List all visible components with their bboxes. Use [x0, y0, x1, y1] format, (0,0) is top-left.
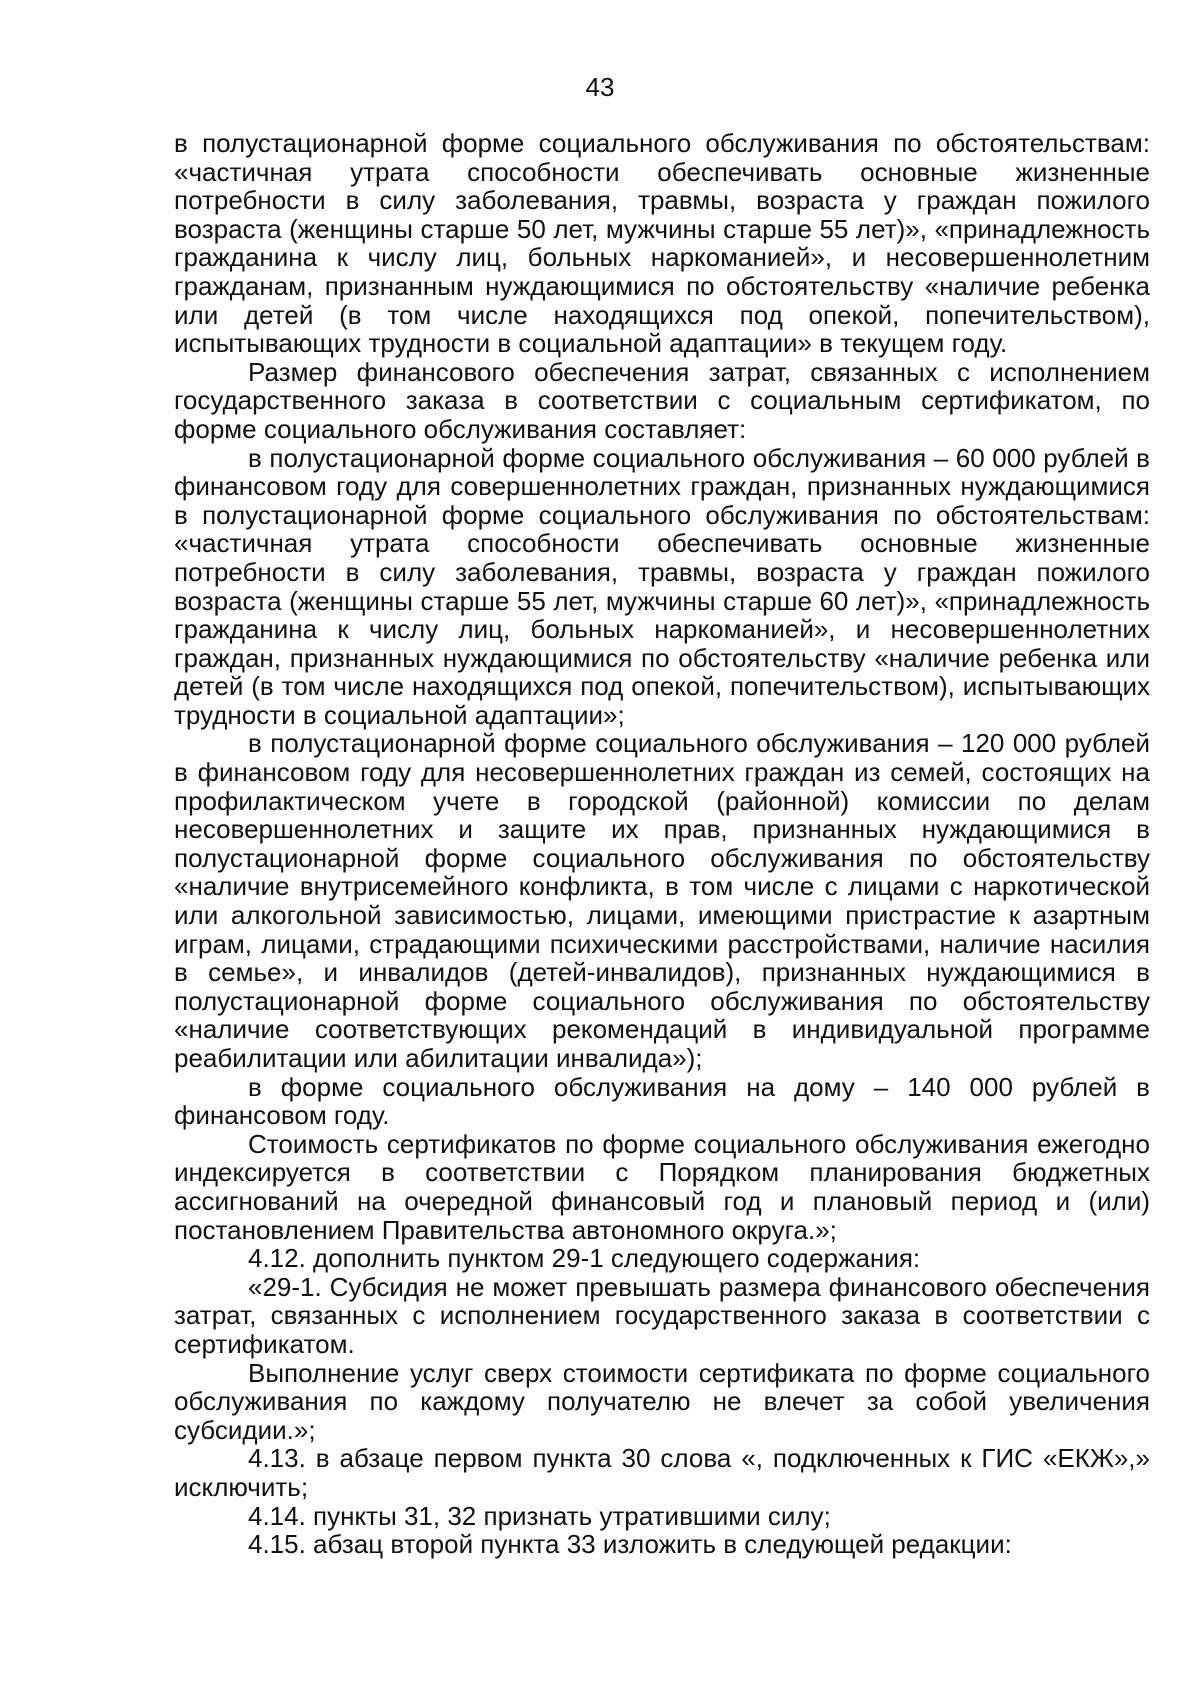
paragraph-certificate-indexation: Стоимость сертификатов по форме социального обслуживания ежегодно индексируется в соответствии с Порядком планирования бюджетных ассигнований на очередной финансовый год и плановый период и (или) постановлением Правительства автономного округа.»;	[174, 1128, 1150, 1245]
page-number: 43	[585, 72, 615, 102]
paragraph-financing-size: Размер финансового обеспечения затрат, связанных с исполнением государственного заказа в соответствии с социальным сертификатом, по форме социального обслуживания составляет:	[174, 356, 1150, 444]
document-body	[174, 129, 1150, 1559]
paragraph-semi-stationary-60000: в полустационарной форме социального обслуживания – 60 000 рублей в финансовом году для совершеннолетних граждан, признанных нуждающимися в полустационарной форме социального обслуживания по обстоятельствам: «частичная утрата способности обеспечивать основные жизненные потребности в силу заболевания, травмы, возраста у граждан пожилого возраста (женщины старше 55 лет, мужчины старше 60 лет)», «принадлежность гражданина к числу лиц, больных наркоманией», и несовершеннолетних граждан, признанных нуждающимися по обстоятельству «наличие ребенка или детей (в том числе находящихся под опекой, попечительством), испытывающих трудности в социальной адаптации»;	[174, 442, 1150, 730]
paragraph-continuation: в полустационарной форме социального обслуживания по обстоятельствам: «частичная утрата способности обеспечивать основные жизненные потребности в силу заболевания, травмы, возраста у граждан пожилого возраста (женщины старше 50 лет, мужчины старше 55 лет)», «принадлежность гражданина к числу лиц, больных наркоманией», и несовершеннолетним гражданам, признанным нуждающимися по обстоятельству «наличие ребенка или детей (в том числе находящихся под опекой, попечительством), испытывающих трудности в социальной адаптации» в текущем году.	[174, 128, 1150, 359]
paragraph-semi-stationary-120000: в полустационарной форме социального обслуживания – 120 000 рублей в финансовом году для несовершеннолетних граждан из семей, состоящих на профилактическом учете в городской (районной) комиссии по делам несовершеннолетних и защите их прав, признанных нуждающимися в полустационарной форме социального обслуживания по обстоятельству «наличие внутрисемейного конфликта, в том числе с лицами с наркотической или алкогольной зависимостью, лицами, имеющими пристрастие к азартным играм, лицами, страдающими психическими расстройствами, наличие насилия в семье», и инвалидов (детей-инвалидов), признанных нуждающимися в полустационарной форме социального обслуживания по обстоятельству «наличие соответствующих рекомендаций в индивидуальной программе реабилитации или абилитации инвалида»);	[174, 728, 1150, 1073]
paragraph-item-4-13: 4.13. в абзаце первом пункта 30 слова «, подключенных к ГИС «ЕКЖ»,» исключить;	[174, 1443, 1150, 1502]
paragraph-home-service-140000: в форме социального обслуживания на дому – 140 000 рублей в финансовом году.	[174, 1071, 1150, 1131]
paragraph-item-4-12: 4.12. дополнить пунктом 29-1 следующего содержания:	[248, 1243, 921, 1274]
paragraph-services-beyond-certificate: Выполнение услуг сверх стоимости сертификата по форме социального обслуживания по каждому получателю не влечет за собой увеличения субсидии.»;	[174, 1357, 1150, 1445]
paragraph-item-29-1: «29-1. Субсидия не может превышать размера финансового обеспечения затрат, связанных с исполнением государственного заказа в соответствии с сертификатом.	[174, 1271, 1150, 1359]
paragraph-item-4-15: 4.15. абзац второй пункта 33 изложить в следующей редакции:	[248, 1529, 1012, 1560]
paragraph-item-4-14: 4.14. пункты 31, 32 признать утратившими силу;	[248, 1500, 831, 1531]
